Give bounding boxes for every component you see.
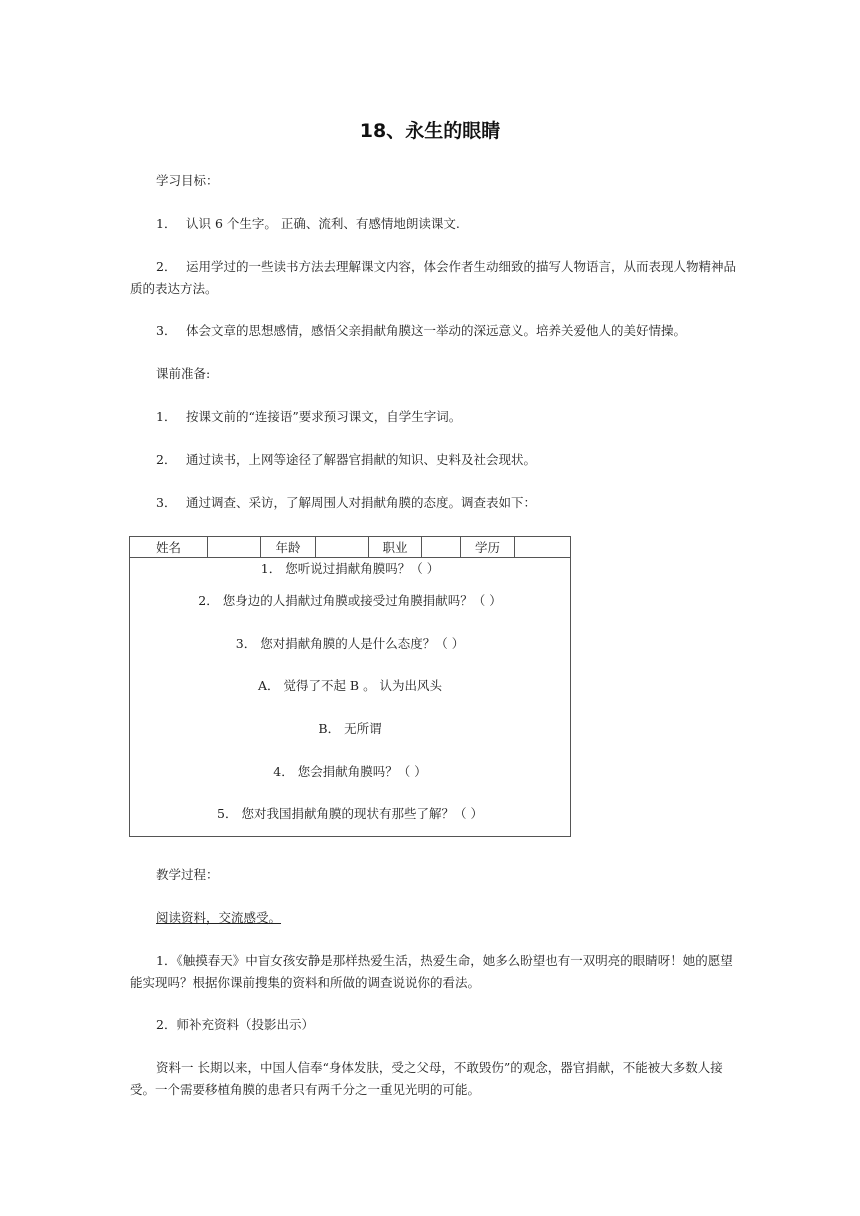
header-education-label: 学历 <box>461 537 515 558</box>
prep-item-3: 3． 通过调查、采访，了解周围人对捐献角膜的态度。调查表如下： <box>156 495 537 510</box>
survey-option: A． 觉得了不起 B 。 认为出风头 <box>257 678 443 694</box>
survey-question: 2． 您身边的人捐献过角膜或接受过角膜捐献吗？（ ） <box>198 593 502 608</box>
process-paragraph-2: 2．师补充资料（投影出示） <box>156 1017 314 1032</box>
process-paragraph-3: 资料一 长期以来，中国人信奉“身体发肤，受之父母，不敢毁伤”的观念，器官捐献，不能被大多数人接受。一个需要移植角膜的患者只有两千分之一重见光明的可能。 <box>130 1060 723 1097</box>
header-occupation-value <box>422 537 461 558</box>
prep-item-2: 2． 通过读书，上网等途径了解器官捐献的知识、史料及社会现状。 <box>156 452 537 467</box>
header-occupation-label: 职业 <box>369 537 422 558</box>
header-age-label: 年龄 <box>261 537 316 558</box>
learning-goals-heading: 学习目标： <box>156 173 219 188</box>
page-title: 18、永生的眼睛 <box>359 120 501 142</box>
process-subheading: 阅读资料，交流感受。 <box>156 910 282 925</box>
goal-item-3: 3． 体会文章的思想感情，感悟父亲捐献角膜这一举动的深远意义。培养关爱他人的美好情操。 <box>156 323 687 338</box>
header-education-value <box>515 537 571 558</box>
header-name-label: 姓名 <box>130 537 208 558</box>
header-age-value <box>316 537 369 558</box>
process-paragraph-1: 1．《触摸春天》中盲女孩安静是那样热爱生活，热爱生命，她多么盼望也有一双明亮的眼睛呀！她的愿望能实现吗？根据你课前搜集的资料和所做的调查说说你的看法。 <box>130 953 733 990</box>
survey-question: 5． 您对我国捐献角膜的现状有那些了解？（ ） <box>217 806 483 822</box>
header-name-value <box>208 537 261 558</box>
process-heading: 教学过程： <box>156 867 219 882</box>
survey-option: B． 无所谓 <box>318 721 382 737</box>
survey-question: 3． 您对捐献角膜的人是什么态度？（ ） <box>235 635 465 651</box>
survey-header-row <box>130 537 571 558</box>
preparation-heading: 课前准备: <box>156 366 211 381</box>
survey-questions-cell <box>130 558 571 837</box>
prep-item-1: 1． 按课文前的“连接语”要求预习课文，自学生字词。 <box>156 409 462 424</box>
survey-table <box>129 536 571 837</box>
survey-question: 4． 您会捐献角膜吗？（ ） <box>273 763 427 779</box>
survey-question: 1． 您听说过捐献角膜吗？（ ） <box>260 561 440 576</box>
goal-item-1: 1． 认识 6 个生字。 正确、流利、有感情地朗读课文. <box>156 216 460 231</box>
goal-item-2: 2． 运用学过的一些读书方法去理解课文内容，体会作者生动细致的描写人物语言，从而表现人物精神品质的表达方法。 <box>130 259 737 296</box>
